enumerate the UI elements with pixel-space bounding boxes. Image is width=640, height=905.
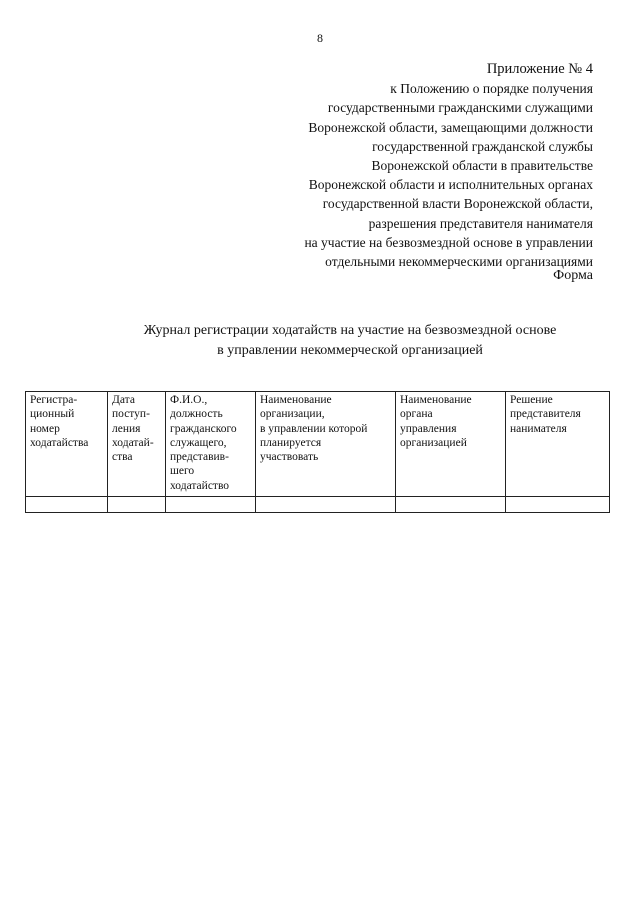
- table-row: [26, 497, 610, 513]
- table-header-row: [26, 392, 610, 497]
- table-cell: [166, 497, 256, 513]
- appendix-line: Воронежской области в правительстве: [371, 158, 593, 174]
- appendix-line: Воронежской области и исполнительных органах: [308, 177, 593, 193]
- appendix-line: государственными гражданскими служащими: [327, 100, 593, 116]
- column-header-registration-number: Регистра- ционный номер ходатайства: [26, 392, 108, 497]
- table-cell: [256, 497, 396, 513]
- appendix-line: государственной гражданской службы: [372, 138, 593, 154]
- appendix-header: [233, 60, 593, 271]
- journal-title: [40, 321, 640, 361]
- journal-title-line: Журнал регистрации ходатайств на участие на безвозмездной основе: [143, 323, 557, 338]
- table-cell: [26, 497, 108, 513]
- appendix-line: на участие на безвозмездной основе в управлении: [304, 234, 593, 250]
- appendix-title: Приложение № 4: [486, 61, 593, 77]
- column-header-employer-decision: Решение представителя нанимателя: [506, 392, 610, 497]
- appendix-line: к Положению о порядке получения: [390, 81, 593, 97]
- journal-table: [25, 391, 610, 513]
- table-cell: [506, 497, 610, 513]
- appendix-line: разрешения представителя нанимателя: [368, 215, 593, 231]
- column-header-management-body: Наименование органа управления организацией: [396, 392, 506, 497]
- appendix-line: Воронежской области, замещающими должности: [308, 119, 593, 135]
- journal-title-line: в управлении некоммерческой организацией: [217, 343, 483, 358]
- table-cell: [108, 497, 166, 513]
- table-cell: [396, 497, 506, 513]
- appendix-line: государственной власти Воронежской области,: [322, 196, 593, 212]
- page-number: 8: [317, 31, 323, 45]
- column-header-applicant: Ф.И.О., должность гражданского служащего, представив- шего ходатайство: [166, 392, 256, 497]
- appendix-line: отдельными некоммерческими организациями: [325, 254, 593, 270]
- column-header-date-received: Дата поступ- ления ходатай- ства: [108, 392, 166, 497]
- column-header-organization-name: Наименование организации, в управлении которой планируется участвовать: [256, 392, 396, 497]
- form-label: Форма: [553, 268, 593, 283]
